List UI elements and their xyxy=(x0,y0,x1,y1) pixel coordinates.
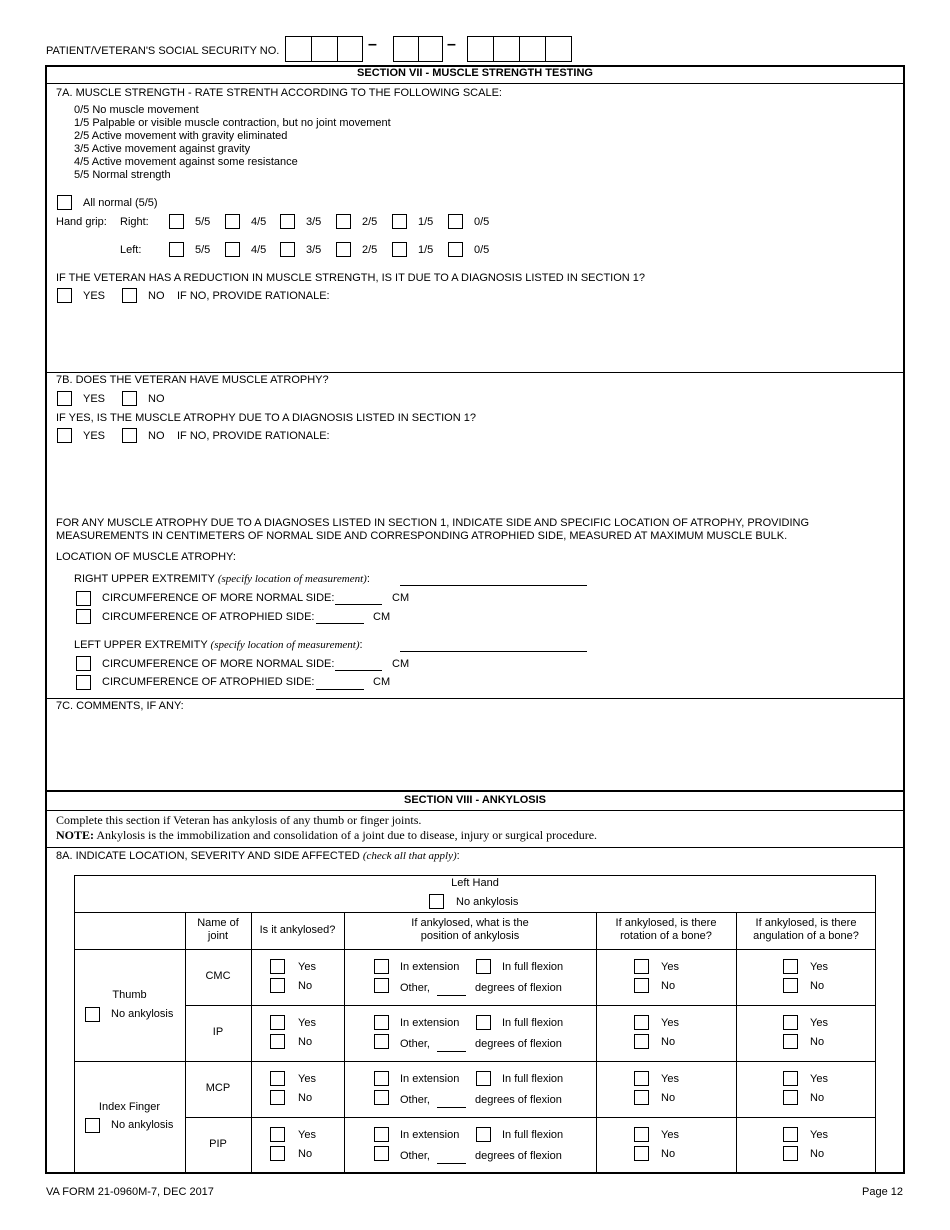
mcp-ankylosed-no-checkbox[interactable] xyxy=(270,1090,285,1105)
atrophy-rationale-label: IF NO, PROVIDE RATIONALE: xyxy=(177,430,330,442)
location-label: LOCATION OF MUSCLE ATROPHY: xyxy=(56,551,236,563)
ip-extension-checkbox[interactable] xyxy=(374,1015,389,1030)
joint-ip: IP xyxy=(212,1026,224,1038)
right-grade-0-checkbox[interactable] xyxy=(448,214,463,229)
lue-atrophied-checkbox[interactable] xyxy=(76,675,91,690)
lue-normal-checkbox[interactable] xyxy=(76,656,91,671)
rue-location-line[interactable] xyxy=(400,585,587,586)
cmc-degrees-line[interactable] xyxy=(437,995,466,996)
ip-angulation-no-checkbox[interactable] xyxy=(783,1034,798,1049)
left-grade-5-checkbox[interactable] xyxy=(169,242,184,257)
atrophy-due-question: IF YES, IS THE MUSCLE ATROPHY DUE TO A DIAGNOSIS LISTED IN SECTION 1? xyxy=(56,412,476,424)
ssn-field-2[interactable] xyxy=(393,36,443,62)
atrophy-instructions-1: FOR ANY MUSCLE ATROPHY DUE TO A DIAGNOSES LISTED IN SECTION 1, INDICATE SIDE AND SPECIFIC LOCATION OF ATROPHY, PROVIDING xyxy=(56,517,810,529)
pip-ankylosed-no-checkbox[interactable] xyxy=(270,1146,285,1161)
ip-rotation-no-checkbox[interactable] xyxy=(634,1034,649,1049)
ip-degrees-line[interactable] xyxy=(437,1051,466,1052)
page-number: Page 12 xyxy=(862,1186,903,1198)
ssn-dash-2: – xyxy=(447,36,456,53)
all-normal-label: All normal (5/5) xyxy=(83,197,158,209)
index-no-ankylosis-checkbox[interactable] xyxy=(85,1118,100,1133)
atrophy-no-checkbox[interactable] xyxy=(122,391,137,406)
ip-ankylosed-yes-checkbox[interactable] xyxy=(270,1015,285,1030)
hand-no-ankylosis-checkbox[interactable] xyxy=(429,894,444,909)
right-grade-2-checkbox[interactable] xyxy=(336,214,351,229)
ip-ankylosed-no-checkbox[interactable] xyxy=(270,1034,285,1049)
section-8-title: SECTION VIII - ANKYLOSIS xyxy=(404,794,546,806)
reduction-rationale-label: IF NO, PROVIDE RATIONALE: xyxy=(177,290,330,302)
section-7-title: SECTION VII - MUSCLE STRENGTH TESTING xyxy=(357,67,593,79)
left-grade-3-checkbox[interactable] xyxy=(280,242,295,257)
left-grade-2-checkbox[interactable] xyxy=(336,242,351,257)
ip-full-flexion-checkbox[interactable] xyxy=(476,1015,491,1030)
right-grade-3-checkbox[interactable] xyxy=(280,214,295,229)
lue-location-line[interactable] xyxy=(400,651,587,652)
mcp-rotation-yes-checkbox[interactable] xyxy=(634,1071,649,1086)
pip-rotation-no-checkbox[interactable] xyxy=(634,1146,649,1161)
mcp-degrees-line[interactable] xyxy=(437,1107,466,1108)
left-grade-0-checkbox[interactable] xyxy=(448,242,463,257)
mcp-angulation-no-checkbox[interactable] xyxy=(783,1090,798,1105)
thumb-no-ankylosis-checkbox[interactable] xyxy=(85,1007,100,1022)
cmc-other-checkbox[interactable] xyxy=(374,978,389,993)
mcp-extension-checkbox[interactable] xyxy=(374,1071,389,1086)
comments-field[interactable] xyxy=(47,715,903,790)
col-header-joint: Name of joint xyxy=(197,917,239,942)
ip-other-checkbox[interactable] xyxy=(374,1034,389,1049)
col-header-position: If ankylosed, what is the position of ankylosis xyxy=(411,917,529,942)
cmc-angulation-no-checkbox[interactable] xyxy=(783,978,798,993)
cmc-rotation-yes-checkbox[interactable] xyxy=(634,959,649,974)
lue-normal-value-line[interactable] xyxy=(335,670,382,671)
mcp-ankylosed-yes-checkbox[interactable] xyxy=(270,1071,285,1086)
group-index-label: Index Finger xyxy=(98,1101,161,1113)
q7b-label: 7B. DOES THE VETERAN HAVE MUSCLE ATROPHY? xyxy=(56,374,329,386)
q7c-label: 7C. COMMENTS, IF ANY: xyxy=(56,700,184,712)
ssn-field-3[interactable] xyxy=(467,36,572,62)
pip-degrees-line[interactable] xyxy=(437,1163,466,1164)
cmc-ankylosed-no-checkbox[interactable] xyxy=(270,978,285,993)
q7a-label: 7A. MUSCLE STRENGTH - RATE STRENTH ACCORDING TO THE FOLLOWING SCALE: xyxy=(56,87,502,99)
col-header-angulation: If ankylosed, is there angulation of a bone? xyxy=(753,917,859,942)
rue-atrophied-checkbox[interactable] xyxy=(76,609,91,624)
group-thumb-label: Thumb xyxy=(112,989,147,1001)
reduction-no-checkbox[interactable] xyxy=(122,288,137,303)
lue-atrophied-value-line[interactable] xyxy=(316,689,364,690)
form-id: VA FORM 21-0960M-7, DEC 2017 xyxy=(46,1186,214,1198)
pip-other-checkbox[interactable] xyxy=(374,1146,389,1161)
atrophy-due-no-checkbox[interactable] xyxy=(122,428,137,443)
mcp-full-flexion-checkbox[interactable] xyxy=(476,1071,491,1086)
mcp-angulation-yes-checkbox[interactable] xyxy=(783,1071,798,1086)
q8a-label: 8A. INDICATE LOCATION, SEVERITY AND SIDE AFFECTED (check all that apply): xyxy=(56,850,460,862)
reduction-yes-checkbox[interactable] xyxy=(57,288,72,303)
pip-rotation-yes-checkbox[interactable] xyxy=(634,1127,649,1142)
right-grade-4-checkbox[interactable] xyxy=(225,214,240,229)
right-grade-5-checkbox[interactable] xyxy=(169,214,184,229)
hand-grip-left-label: Left: xyxy=(120,244,142,256)
cmc-extension-checkbox[interactable] xyxy=(374,959,389,974)
joint-pip: PIP xyxy=(209,1138,227,1150)
col-header-rotation: If ankylosed, is there rotation of a bone? xyxy=(615,917,717,942)
pip-ankylosed-yes-checkbox[interactable] xyxy=(270,1127,285,1142)
rue-normal-value-line[interactable] xyxy=(335,604,382,605)
atrophy-due-yes-checkbox[interactable] xyxy=(57,428,72,443)
col-header-ankylosed: Is it ankylosed? xyxy=(259,924,336,936)
ip-angulation-yes-checkbox[interactable] xyxy=(783,1015,798,1030)
cmc-rotation-no-checkbox[interactable] xyxy=(634,978,649,993)
hand-no-ankylosis-label: No ankylosis xyxy=(456,896,519,908)
pip-angulation-yes-checkbox[interactable] xyxy=(783,1127,798,1142)
left-grade-1-checkbox[interactable] xyxy=(392,242,407,257)
section-8-intro: Complete this section if Veteran has ankylosis of any thumb or finger joints. xyxy=(56,813,422,827)
rue-label: RIGHT UPPER EXTREMITY (specify location of measurement): xyxy=(74,573,370,585)
atrophy-yes-checkbox[interactable] xyxy=(57,391,72,406)
rue-normal-checkbox[interactable] xyxy=(76,591,91,606)
hand-grip-right-label: Right: xyxy=(120,216,149,228)
mcp-rotation-no-checkbox[interactable] xyxy=(634,1090,649,1105)
atrophy-instructions-2: MEASUREMENTS IN CENTIMETERS OF NORMAL SIDE AND CORRESPONDING ATROPHIED SIDE, MEASURED AT MAXIMUM MUSCLE BULK. xyxy=(56,530,788,542)
lue-label: LEFT UPPER EXTREMITY (specify location of measurement): xyxy=(74,639,363,651)
left-grade-4-checkbox[interactable] xyxy=(225,242,240,257)
reduction-question: IF THE VETERAN HAS A REDUCTION IN MUSCLE STRENGTH, IS IT DUE TO A DIAGNOSIS LISTED IN SECTION 1? xyxy=(56,272,646,284)
cmc-full-flexion-checkbox[interactable] xyxy=(476,959,491,974)
ssn-dash-1: – xyxy=(368,36,377,53)
all-normal-checkbox[interactable] xyxy=(57,195,72,210)
ssn-label: PATIENT/VETERAN'S SOCIAL SECURITY NO. xyxy=(46,45,280,57)
right-grade-1-checkbox[interactable] xyxy=(392,214,407,229)
ip-rotation-yes-checkbox[interactable] xyxy=(634,1015,649,1030)
joint-mcp: MCP xyxy=(205,1082,231,1094)
pip-extension-checkbox[interactable] xyxy=(374,1127,389,1142)
table-hand-label: Left Hand xyxy=(451,877,499,889)
pip-angulation-no-checkbox[interactable] xyxy=(783,1146,798,1161)
hand-grip-label: Hand grip: xyxy=(56,216,107,228)
rue-atrophied-value-line[interactable] xyxy=(316,623,364,624)
pip-full-flexion-checkbox[interactable] xyxy=(476,1127,491,1142)
cmc-angulation-yes-checkbox[interactable] xyxy=(783,959,798,974)
cmc-ankylosed-yes-checkbox[interactable] xyxy=(270,959,285,974)
ssn-field-1[interactable] xyxy=(285,36,363,62)
mcp-other-checkbox[interactable] xyxy=(374,1090,389,1105)
section-8-note: NOTE: Ankylosis is the immobilization and consolidation of a joint due to disease, injury or surgical procedure. xyxy=(56,828,598,842)
joint-cmc: CMC xyxy=(205,970,231,982)
